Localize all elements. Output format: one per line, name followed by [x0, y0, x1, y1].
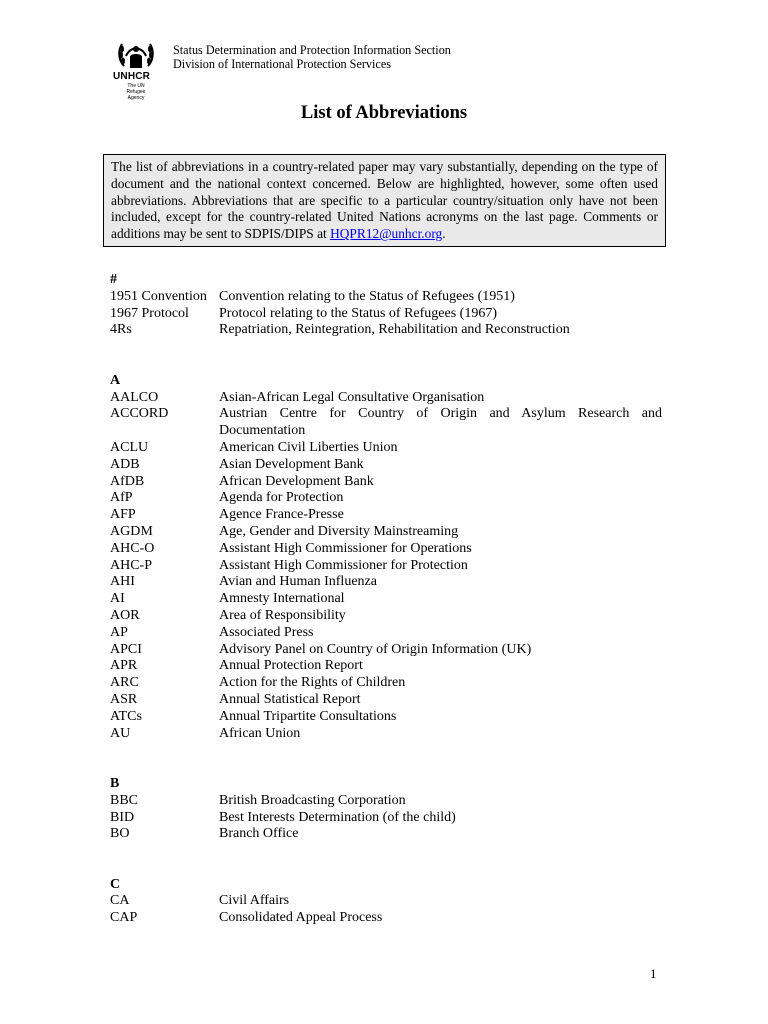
abbreviation-row: [110, 642, 662, 659]
abbreviation-definition: Avian and Human Influenza: [219, 574, 377, 590]
abbreviation-row: [110, 591, 662, 608]
page-title: List of Abbreviations: [300, 103, 468, 123]
abbreviation-definition: Advisory Panel on Country of Origin Information (UK): [219, 641, 532, 657]
abbreviation-row: [110, 793, 662, 810]
header-section-line: Status Determination and Protection Information Section: [173, 43, 451, 57]
abbreviation-term: 4Rs: [110, 322, 132, 338]
abbreviation-row: [110, 306, 662, 323]
abbreviation-row: [110, 440, 662, 457]
abbreviation-term: CAP: [110, 910, 138, 926]
abbreviation-row: [110, 658, 662, 675]
abbreviation-term: CA: [110, 893, 130, 909]
abbreviation-row: [110, 558, 662, 575]
abbreviation-term: AfDB: [110, 473, 145, 489]
page-number: 1: [650, 966, 657, 981]
abbreviation-term: ATCs: [110, 708, 142, 724]
abbreviation-term: AOR: [110, 607, 140, 623]
section-heading: B: [110, 775, 120, 791]
email-link[interactable]: HQPR12@unhcr.org: [330, 226, 443, 242]
abbreviation-term: BO: [110, 826, 130, 842]
abbreviation-term: AP: [110, 624, 128, 640]
abbreviation-row: [110, 625, 662, 642]
abbreviation-row: [110, 910, 662, 927]
abbreviation-definition: Annual Protection Report: [219, 658, 363, 674]
abbreviation-definition: Austrian Centre for Country of Origin and Asylum Research and Documentation: [219, 406, 662, 439]
abbreviation-row: [110, 457, 662, 474]
abbreviation-term: AHC-O: [110, 540, 155, 556]
abbreviation-definition: Assistant High Commissioner for Operations: [219, 540, 472, 556]
abbreviation-term: AGDM: [110, 523, 153, 539]
section-heading: C: [110, 876, 121, 892]
header-division-line: Division of International Protection Services: [173, 57, 391, 71]
abbreviation-row: [110, 507, 662, 524]
abbreviation-row: [110, 390, 662, 407]
header-text: [173, 43, 451, 71]
abbreviation-term: 1951 Convention: [110, 288, 207, 304]
abbreviation-term: ADB: [110, 456, 140, 472]
abbreviation-row: [110, 289, 662, 306]
logo-wordmark: UNHCR: [113, 71, 151, 82]
abbreviation-definition: American Civil Liberties Union: [219, 439, 398, 455]
unhcr-logo: [112, 40, 166, 101]
abbreviation-row: [110, 608, 662, 625]
notice-box: The list of abbreviations in a country-related paper may vary substantially, depending on the type of document and the national context concerned. Below are highlighted, however, some often used abbreviations. Abbreviations that are specific to a particular country/situation only have not been included, except for the country-related United Nations acronyms on the last page. Comments or additions may be sent to SDPIS/DIPS at HQPR12@unhcr.org.: [103, 154, 666, 247]
abbreviation-term: ARC: [110, 675, 139, 691]
abbreviation-list: [110, 272, 662, 927]
section-spacer: [110, 339, 662, 373]
abbreviation-term: AFP: [110, 507, 136, 523]
abbreviation-row: [110, 893, 662, 910]
abbreviation-term: ACLU: [110, 439, 149, 455]
abbreviation-row: [110, 524, 662, 541]
section-spacer: [110, 843, 662, 877]
abbreviation-row: [110, 474, 662, 491]
abbreviation-definition: African Development Bank: [219, 473, 374, 489]
section-heading: #: [110, 272, 117, 287]
abbreviation-row: [110, 692, 662, 709]
abbreviation-term: ACCORD: [110, 406, 169, 422]
notice-text: The list of abbreviations in a country-related paper may vary substantially, depending on the type of document and the national context concerned. Below are highlighted, however, some often used abbreviations. Abbreviations that are specific to a particular country/situation only have not been included, except for the country-related United Nations acronyms on the last page. Comments or additions may be sent to SDPIS/DIPS at: [111, 159, 658, 242]
abbreviation-row: [110, 709, 662, 726]
abbreviation-definition: Agenda for Protection: [219, 490, 344, 506]
abbreviation-term: 1967 Protocol: [110, 305, 189, 321]
abbreviation-row: [110, 490, 662, 507]
abbreviation-term: AHC-P: [110, 557, 153, 573]
abbreviation-definition: Asian Development Bank: [219, 456, 364, 472]
abbreviation-term: AU: [110, 725, 131, 741]
abbreviation-term: AALCO: [110, 389, 159, 405]
abbreviation-definition: Civil Affairs: [219, 893, 290, 909]
abbreviation-row: [110, 675, 662, 692]
abbreviation-row: [110, 406, 662, 440]
abbreviation-term: AI: [110, 591, 125, 607]
abbreviation-definition: Action for the Rights of Children: [219, 675, 406, 691]
abbreviation-term: AHI: [110, 574, 135, 590]
abbreviation-row: [110, 826, 662, 843]
abbreviation-definition: British Broadcasting Corporation: [219, 792, 406, 808]
abbreviation-definition: Associated Press: [219, 624, 314, 640]
abbreviation-row: [110, 810, 662, 827]
abbreviation-definition: African Union: [219, 725, 301, 741]
abbreviation-definition: Branch Office: [219, 826, 299, 842]
abbreviation-term: BBC: [110, 792, 139, 808]
abbreviation-definition: Annual Tripartite Consultations: [219, 708, 397, 724]
abbreviation-definition: Asian-African Legal Consultative Organisation: [219, 389, 485, 405]
unhcr-emblem-icon: [116, 40, 156, 72]
abbreviation-term: BID: [110, 809, 135, 825]
abbreviation-definition: Area of Responsibility: [219, 607, 346, 623]
abbreviation-definition: Consolidated Appeal Process: [219, 910, 383, 926]
abbreviation-definition: Protocol relating to the Status of Refugees (1967): [219, 305, 497, 321]
page-header: [112, 40, 672, 100]
abbreviation-definition: Age, Gender and Diversity Mainstreaming: [219, 523, 459, 539]
section-heading: A: [110, 372, 121, 388]
logo-tagline: The UN Refugee Agency: [126, 83, 146, 101]
abbreviation-definition: Annual Statistical Report: [219, 691, 361, 707]
abbreviation-row: [110, 574, 662, 591]
abbreviation-definition: Repatriation, Reintegration, Rehabilitation and Reconstruction: [219, 322, 570, 338]
abbreviation-row: [110, 726, 662, 743]
abbreviation-row: [110, 541, 662, 558]
abbreviation-definition: Amnesty International: [219, 591, 345, 607]
abbreviation-definition: Best Interests Determination (of the child): [219, 809, 456, 825]
abbreviation-term: AfP: [110, 490, 133, 506]
section-spacer: [110, 742, 662, 776]
abbreviation-term: ASR: [110, 691, 138, 707]
abbreviation-term: APCI: [110, 641, 142, 657]
abbreviation-definition: Assistant High Commissioner for Protection: [219, 557, 468, 573]
abbreviation-definition: Convention relating to the Status of Refugees (1951): [219, 288, 515, 304]
abbreviation-row: [110, 322, 662, 339]
abbreviation-definition: Agence France-Presse: [219, 507, 344, 523]
abbreviation-term: APR: [110, 658, 138, 674]
